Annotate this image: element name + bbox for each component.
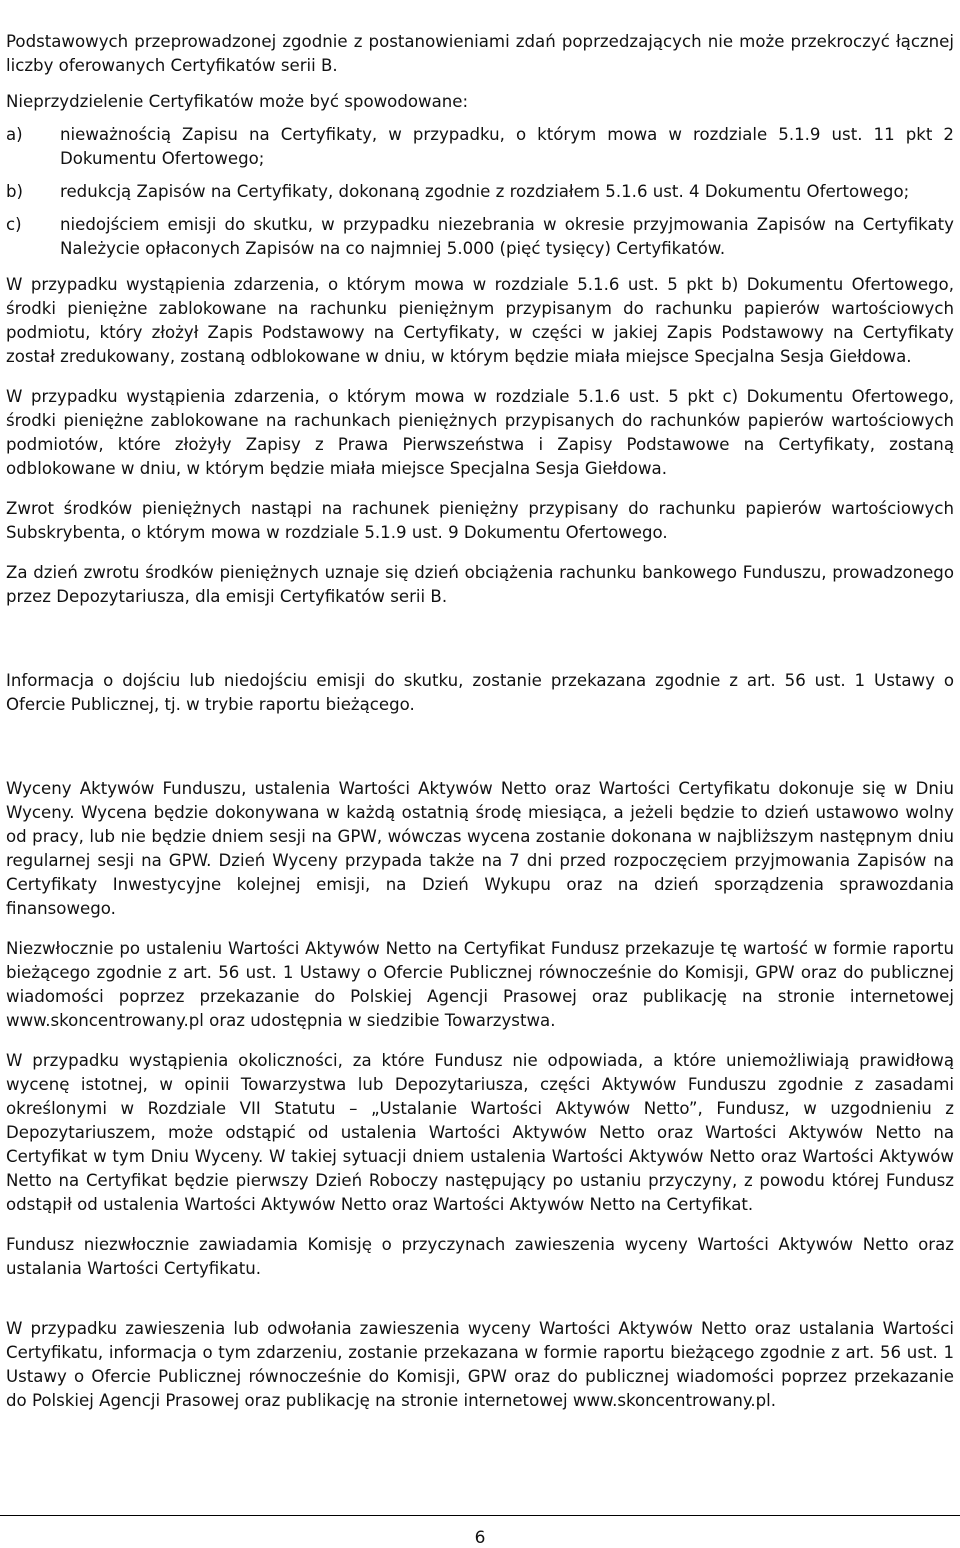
footer-divider	[0, 1515, 960, 1516]
paragraph: Wyceny Aktywów Funduszu, ustalenia Wartości Aktywów Netto oraz Wartości Certyfikatu dokonuje się w Dniu Wyceny. Wycena będzie dokonywana w każdą ostatnią środę miesiąca, a jeżeli będzie to dzień ustawowo wolny od pracy, lub nie będzie dniem sesji na GPW, wówczas wycena zostanie dokonana w najbliższym następnym dniu regularnej sesji na GPW. Dzień Wyceny przypada także na 7 dni przed rozpoczęciem przyjmowania Zapisów na Certyfikaty Inwestycyjne kolejnej emisji, na Dzień Wykupu oraz na dzień sporządzenia sprawozdania finansowego.	[6, 779, 954, 918]
paragraph: Podstawowych przeprowadzonej zgodnie z postanowieniami zdań poprzedzających nie może przekroczyć łącznej liczby oferowanych Certyfikatów serii B.	[6, 32, 954, 75]
paragraph: Zwrot środków pieniężnych nastąpi na rachunek pieniężny przypisany do rachunku papierów wartościowych Subskrybenta, o którym mowa w rozdziale 5.1.9 ust. 9 Dokumentu Ofertowego.	[6, 499, 954, 542]
list-item	[6, 180, 954, 204]
paragraph: Niezwłocznie po ustaleniu Wartości Aktywów Netto na Certyfikat Fundusz przekazuje tę wartość w formie raportu bieżącego zgodnie z art. 56 ust. 1 Ustawy o Ofercie Publicznej równocześnie do Komisji, GPW oraz do publicznej wiadomości poprzez przekazanie do Polskiej Agencji Prasowej oraz publikację na stronie internetowej www.skoncentrowany.pl oraz udostępnia w siedzibie Towarzystwa.	[6, 939, 954, 1030]
paragraph: Fundusz niezwłocznie zawiadamia Komisję o przyczynach zawieszenia wyceny Wartości Aktywów Netto oraz ustalania Wartości Certyfikatu.	[6, 1235, 954, 1278]
list-marker: c)	[6, 215, 22, 234]
paragraph: Nieprzydzielenie Certyfikatów może być spowodowane:	[6, 92, 469, 111]
list-item	[6, 213, 954, 261]
paragraph: Informacja o dojściu lub niedojściu emisji do skutku, zostanie przekazana zgodnie z art. 56 ust. 1 Ustawy o Ofercie Publicznej, tj. w trybie raportu bieżącego.	[6, 671, 954, 714]
list-marker: a)	[6, 125, 23, 144]
paragraph: W przypadku zawieszenia lub odwołania zawieszenia wyceny Wartości Aktywów Netto oraz ustalania Wartości Certyfikatu, informacja o tym zdarzeniu, zostanie przekazana w formie raportu bieżącego zgodnie z art. 56 ust. 1 Ustawy o Ofercie Publicznej równocześnie do Komisji, GPW oraz do publicznej wiadomości poprzez przekazanie do Polskiej Agencji Prasowej oraz publikację na stronie internetowej www.skoncentrowany.pl.	[6, 1319, 954, 1410]
list-item-text: redukcją Zapisów na Certyfikaty, dokonaną zgodnie z rozdziałem 5.1.6 ust. 4 Dokumentu Ofertowego;	[60, 182, 910, 201]
list-item	[6, 123, 954, 171]
paragraph: Za dzień zwrotu środków pieniężnych uznaje się dzień obciążenia rachunku bankowego Funduszu, prowadzonego przez Depozytariusza, dla emisji Certyfikatów serii B.	[6, 563, 954, 606]
page-number: 6	[474, 1528, 486, 1548]
document-body	[6, 30, 954, 1413]
list-marker: b)	[6, 182, 24, 201]
list-item-text: nieważnością Zapisu na Certyfikaty, w przypadku, o którym mowa w rozdziale 5.1.9 ust. 11 pkt 2 Dokumentu Ofertowego;	[60, 125, 954, 168]
paragraph: W przypadku wystąpienia okoliczności, za które Fundusz nie odpowiada, a które uniemożliwiają prawidłową wycenę istotnej, w opinii Towarzystwa lub Depozytariusza, części Aktywów Funduszu zgodnie z zasadami określonymi w Rozdziale VII Statutu – „Ustalanie Wartości Aktywów Netto”, Fundusz, w uzgodnieniu z Depozytariuszem, może odstąpić od ustalenia Wartości Aktywów Netto oraz Wartości Aktywów Netto na Certyfikat w tym Dniu Wyceny. W takiej sytuacji dniem ustalenia Wartości Aktywów Netto oraz Wartości Aktywów Netto na Certyfikat będzie pierwszy Dzień Roboczy następujący po ustaniu przyczyny, z powodu której Fundusz odstąpił od ustalenia Wartości Aktywów Netto oraz Wartości Aktywów Netto na Certyfikat.	[6, 1051, 954, 1214]
paragraph: W przypadku wystąpienia zdarzenia, o którym mowa w rozdziale 5.1.6 ust. 5 pkt b) Dokumentu Ofertowego, środki pieniężne zablokowane na rachunku pieniężnym przypisanym do rachunku papierów wartościowych podmiotu, który złożył Zapis Podstawowy na Certyfikaty, w części w jakiej Zapis Podstawowy na Certyfikaty został zredukowany, zostaną odblokowane w dniu, w którym będzie miała miejsce Specjalna Sesja Giełdowa.	[6, 275, 954, 366]
list-item-text: niedojściem emisji do skutku, w przypadku niezebrania w okresie przyjmowania Zapisów na Certyfikaty Należycie opłaconych Zapisów na co najmniej 5.000 (pięć tysięcy) Certyfikatów.	[60, 215, 954, 258]
paragraph: W przypadku wystąpienia zdarzenia, o którym mowa w rozdziale 5.1.6 ust. 5 pkt c) Dokumentu Ofertowego, środki pieniężne zablokowane na rachunkach pieniężnych przypisanych do rachunków papierów wartościowych podmiotów, które złożyły Zapisy z Prawa Pierwszeństwa i Zapisy Podstawowe na Certyfikaty, zostaną odblokowane w dniu, w którym będzie miała miejsce Specjalna Sesja Giełdowa.	[6, 387, 954, 478]
